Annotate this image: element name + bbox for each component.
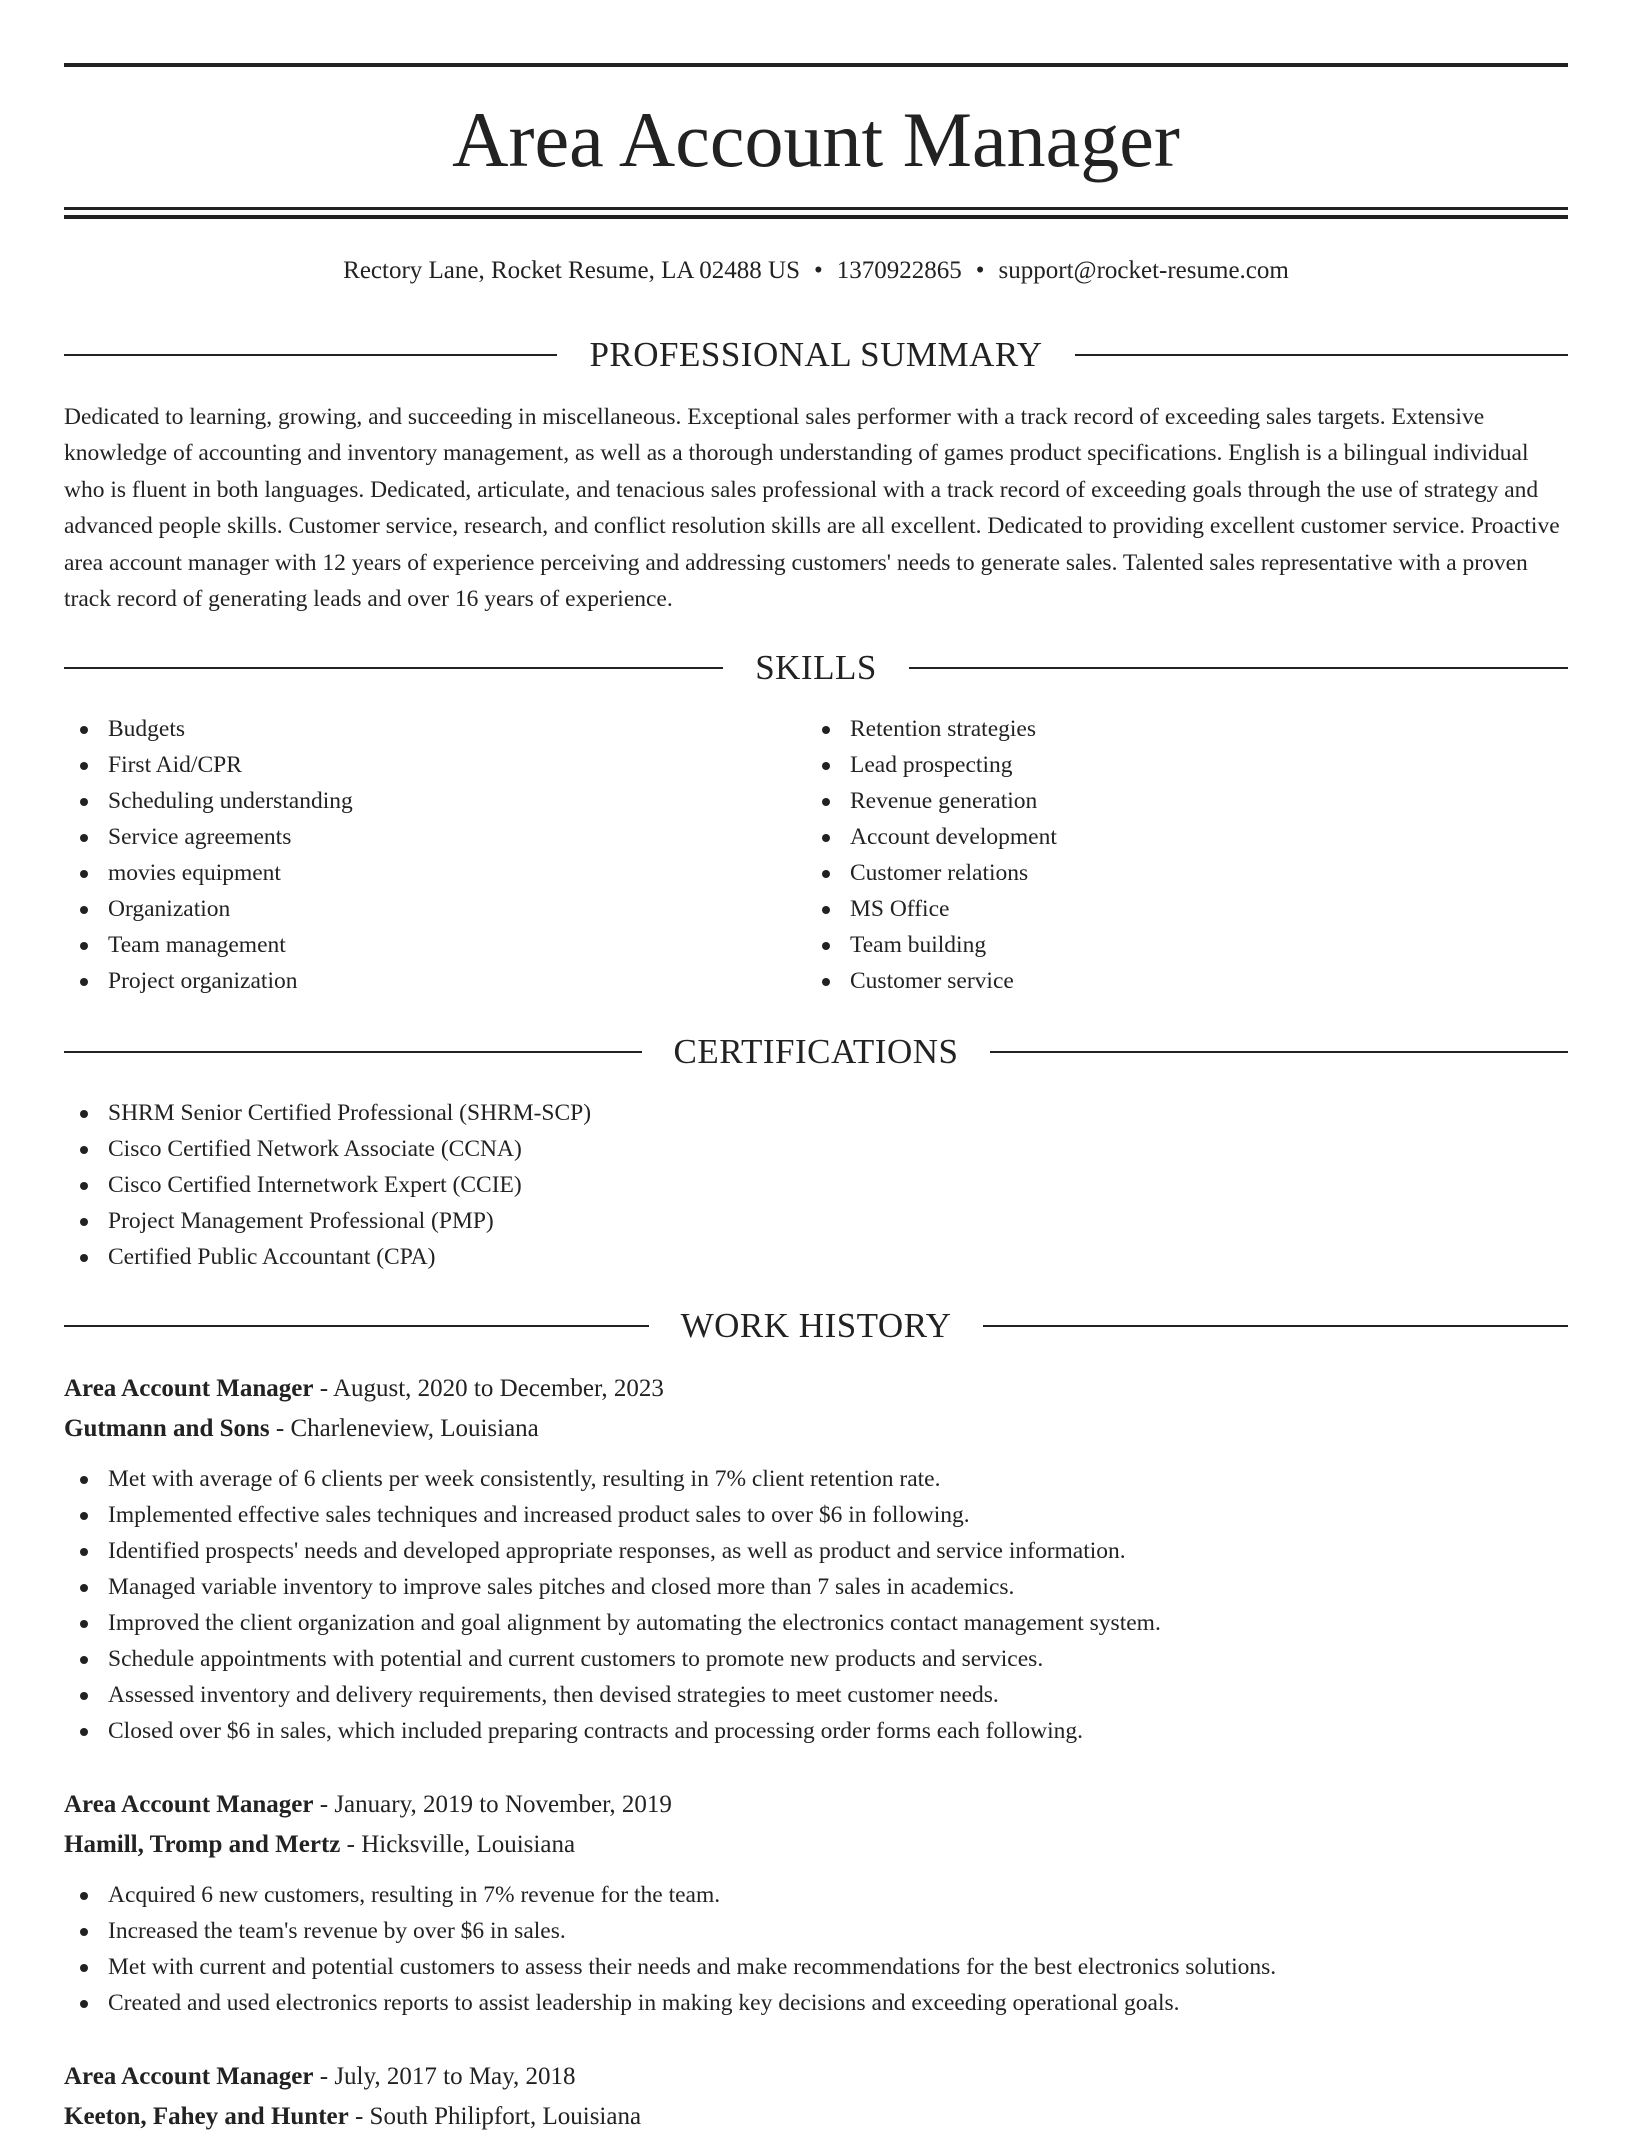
summary-heading bbox=[64, 333, 1568, 377]
skill-item: MS Office bbox=[806, 891, 1057, 927]
job-bullet: Met with current and potential customers to assess their needs and make recommendations for the best electronics solutions. bbox=[64, 1949, 1568, 1985]
job-company-line bbox=[64, 1825, 1568, 1865]
job-bullet: Implemented effective sales techniques and increased product sales to over $6 in following. bbox=[64, 1497, 1568, 1533]
job-dates: - July, 2017 to May, 2018 bbox=[313, 2063, 576, 2090]
job-title-line bbox=[64, 2057, 1568, 2097]
skill-item: First Aid/CPR bbox=[64, 747, 353, 783]
certification-item: Project Management Professional (PMP) bbox=[64, 1203, 591, 1239]
heading-rule-right bbox=[983, 1325, 1568, 1327]
job-bullets bbox=[64, 1877, 1568, 2021]
job-bullet: Assessed inventory and delivery requirements, then devised strategies to meet customer needs. bbox=[64, 1677, 1568, 1713]
skill-item: Service agreements bbox=[64, 819, 353, 855]
job-bullet: Managed variable inventory to improve sales pitches and closed more than 7 sales in academics. bbox=[64, 1569, 1568, 1605]
skill-item: Account development bbox=[806, 819, 1057, 855]
summary-text: Dedicated to learning, growing, and succeeding in miscellaneous. Exceptional sales performer with a track record of exceeding sales targets. Extensive knowledge of accounting and inventory management, as well as a thorough understanding of games product specifications. English is a bilingual individual who is fluent in both languages. Dedicated, articulate, and tenacious sales professional with a track record of exceeding goals through the use of strategy and advanced people skills. Customer service, research, and conflict resolution skills are all excellent. Dedicated to providing excellent customer service. Proactive area account manager with 12 years of experience perceiving and addressing customers' needs to generate sales. Talented sales representative with a proven track record of generating leads and over 16 years of experience. bbox=[64, 404, 1560, 613]
contact-separator: • bbox=[814, 257, 823, 284]
skills-list-right bbox=[806, 711, 1057, 999]
job-entry bbox=[64, 1785, 1568, 2021]
job-company: Gutmann and Sons bbox=[64, 1415, 270, 1442]
certification-item: Cisco Certified Internetwork Expert (CCIE) bbox=[64, 1167, 591, 1203]
page-title: Area Account Manager bbox=[452, 96, 1180, 183]
skill-item: Retention strategies bbox=[806, 711, 1057, 747]
certification-item: Cisco Certified Network Associate (CCNA) bbox=[64, 1131, 591, 1167]
heading-rule-left bbox=[64, 354, 557, 356]
contact-phone: 1370922865 bbox=[836, 257, 962, 284]
heading-rule-right bbox=[990, 1051, 1568, 1053]
skill-item: Organization bbox=[64, 891, 353, 927]
skill-item: Customer service bbox=[806, 963, 1057, 999]
job-role: Area Account Manager bbox=[64, 2063, 314, 2090]
heading-rule-right bbox=[1075, 354, 1568, 356]
certification-item: SHRM Senior Certified Professional (SHRM-SCP) bbox=[64, 1095, 591, 1131]
job-role: Area Account Manager bbox=[64, 1791, 314, 1818]
job-bullets bbox=[64, 1461, 1568, 1749]
work-heading-label: WORK HISTORY bbox=[680, 1306, 952, 1345]
job-company-line bbox=[64, 2097, 1568, 2137]
skill-item: Budgets bbox=[64, 711, 353, 747]
certification-item: Certified Public Accountant (CPA) bbox=[64, 1239, 591, 1275]
summary-heading-label: PROFESSIONAL SUMMARY bbox=[589, 335, 1043, 374]
certifications-heading bbox=[64, 1030, 1568, 1074]
job-bullet: Met with average of 6 clients per week consistently, resulting in 7% client retention rate. bbox=[64, 1461, 1568, 1497]
skills-list-left bbox=[64, 711, 353, 999]
job-dates: - August, 2020 to December, 2023 bbox=[313, 1375, 664, 1402]
skill-item: Project organization bbox=[64, 963, 353, 999]
job-bullet: Created and used electronics reports to assist leadership in making key decisions and exceeding operational goals. bbox=[64, 1985, 1568, 2021]
job-location: - Hicksville, Louisiana bbox=[340, 1831, 576, 1858]
work-heading bbox=[64, 1304, 1568, 1348]
certifications-heading-label: CERTIFICATIONS bbox=[673, 1032, 959, 1071]
job-company-line bbox=[64, 1409, 1568, 1449]
skill-item: Lead prospecting bbox=[806, 747, 1057, 783]
header-bottom-rule-2 bbox=[64, 215, 1568, 219]
job-location: - South Philipfort, Louisiana bbox=[348, 2103, 642, 2130]
skill-item: Team building bbox=[806, 927, 1057, 963]
contact-address: Rectory Lane, Rocket Resume, LA 02488 US bbox=[343, 257, 801, 284]
job-bullet: Acquired 6 new customers, resulting in 7% revenue for the team. bbox=[64, 1877, 1568, 1913]
skills-heading bbox=[64, 646, 1568, 690]
job-location: - Charleneview, Louisiana bbox=[269, 1415, 539, 1442]
job-dates: - January, 2019 to November, 2019 bbox=[313, 1791, 672, 1818]
job-title-line bbox=[64, 1785, 1568, 1825]
job-entry bbox=[64, 2057, 1568, 2137]
heading-rule-right bbox=[909, 667, 1568, 669]
heading-rule-left bbox=[64, 1051, 642, 1053]
contact-email: support@rocket-resume.com bbox=[998, 257, 1289, 284]
job-company: Hamill, Tromp and Mertz bbox=[64, 1831, 341, 1858]
job-role: Area Account Manager bbox=[64, 1375, 314, 1402]
job-company: Keeton, Fahey and Hunter bbox=[64, 2103, 349, 2130]
certifications-list bbox=[64, 1095, 591, 1275]
job-bullet: Closed over $6 in sales, which included preparing contracts and processing order forms each following. bbox=[64, 1713, 1568, 1749]
header-bottom-rule-1 bbox=[64, 207, 1568, 210]
job-bullet: Identified prospects' needs and developed appropriate responses, as well as product and service information. bbox=[64, 1533, 1568, 1569]
skill-item: Customer relations bbox=[806, 855, 1057, 891]
skill-item: Revenue generation bbox=[806, 783, 1057, 819]
job-bullet: Increased the team's revenue by over $6 in sales. bbox=[64, 1913, 1568, 1949]
skill-item: Scheduling understanding bbox=[64, 783, 353, 819]
contact-separator: • bbox=[975, 257, 985, 284]
heading-rule-left bbox=[64, 1325, 649, 1327]
job-bullet: Improved the client organization and goal alignment by automating the electronics contact management system. bbox=[64, 1605, 1568, 1641]
contact-line bbox=[64, 253, 1568, 289]
job-bullet: Schedule appointments with potential and current customers to promote new products and services. bbox=[64, 1641, 1568, 1677]
skill-item: Team management bbox=[64, 927, 353, 963]
job-title-line bbox=[64, 1369, 1568, 1409]
job-entry bbox=[64, 1369, 1568, 1749]
header-top-rule bbox=[64, 63, 1568, 67]
skill-item: movies equipment bbox=[64, 855, 353, 891]
skills-heading-label: SKILLS bbox=[755, 648, 877, 687]
heading-rule-left bbox=[64, 667, 723, 669]
